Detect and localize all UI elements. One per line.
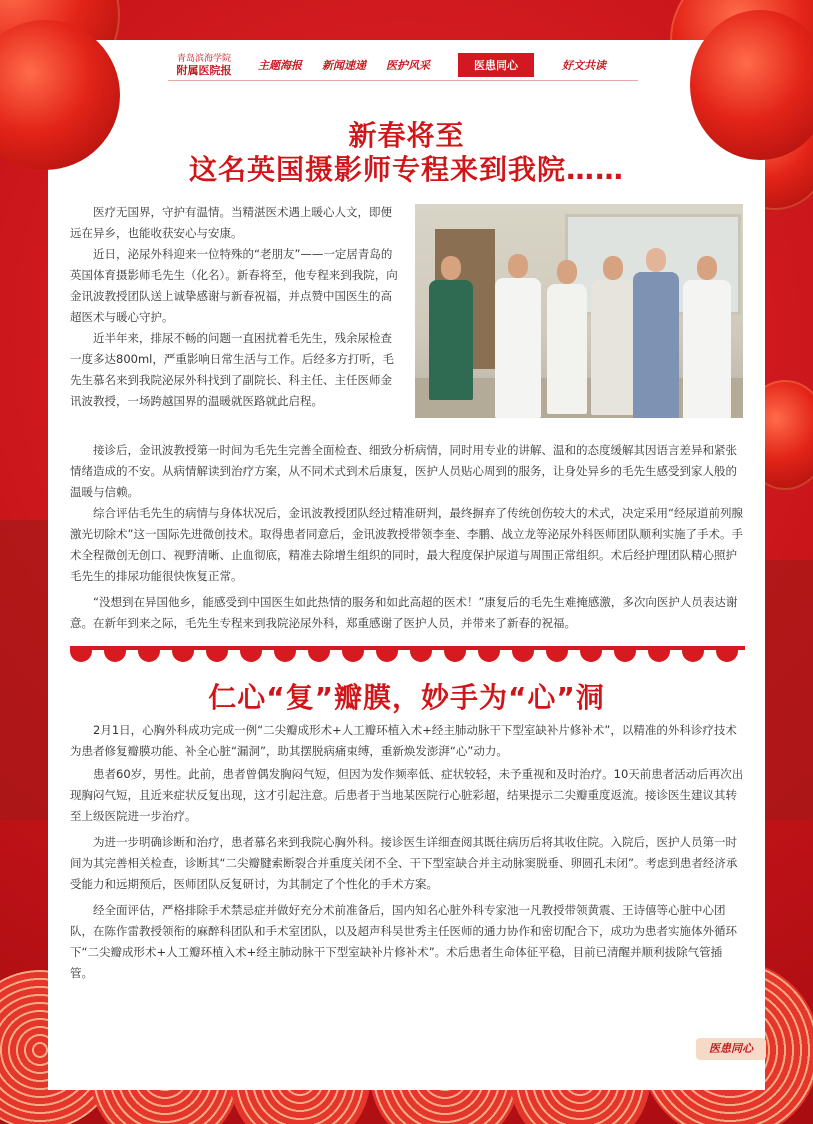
nav-item-doctor-patient[interactable]: 医患同心 (458, 53, 534, 77)
group-photo (415, 204, 743, 418)
article2-paragraph: 为进一步明确诊断和治疗，患者慕名来到我院心胸外科。接诊医生详细查阅其既往病历后将其收住院。入院后，医护人员第一时间为其完善相关检查，诊断其“二尖瓣腱索断裂合并重度关闭不全、干下型室缺合并主动脉窦脱垂、卵圆孔未闭”。考虑到患者经济承受能力和远期预后，医师团队反复研讨，为其制定了个性化的手术方案。 (70, 835, 738, 891)
person-figure (633, 248, 679, 418)
article1-paragraph: 医疗无国界，守护有温情。当精湛医术遇上暖心人文，即便远在异乡，也能收获安心与安康。 (70, 205, 392, 240)
logo-line2: 附属医院报 (176, 64, 232, 77)
article1-title-line2: 这名英国摄影师专程来到我院…… (188, 153, 624, 186)
article2-paragraph: 经全面评估，严格排除手术禁忌症并做好充分术前准备后，国内知名心脏外科专家池一凡教授带领黄震、王诗僖等心脏中心团队，在陈作雷教授领衔的麻醉科团队和手术室团队，以及超声科吴世秀主任医师的通力协作和密切配合下，成功为患者实施体外循环下“二尖瓣成形术+人工瓣环植入术+经主肺动脉干下型室缺补片修补术”。术后患者生命体征平稳，目前已清醒并顺利拔除气管插管。 (70, 903, 737, 980)
person-figure (547, 260, 587, 414)
article1-title-line1: 新春将至 (348, 119, 465, 152)
person-figure (683, 256, 731, 418)
nav-item-reading[interactable]: 好文共读 (562, 59, 606, 72)
nav-item-theme-poster[interactable]: 主题海报 (258, 59, 302, 72)
section-divider (70, 646, 745, 664)
section-tag: 医患同心 (696, 1038, 766, 1060)
person-figure (591, 256, 635, 415)
article2-paragraph: 2月1日，心胸外科成功完成一例“二尖瓣成形术+人工瓣环植入术+经主肺动脉干下型室缺补片修补术”，以精准的外科诊疗技术为患者修复瓣膜功能、补全心脏“漏洞”，助其摆脱病痛束缚，重新焕发澎湃“心”动力。 (70, 723, 737, 758)
article1-paragraph: 近半年来，排尿不畅的问题一直困扰着毛先生，残余尿检查一度多达800ml，严重影响日常生活与工作。后经多方打听，毛先生慕名来到我院泌尿外科找到了副院长、科主任、主任医师金讯波教授，一场跨越国界的温暖就医路就此启程。 (70, 331, 394, 408)
footer-slogan: 百姓健康的靠山，就医者信赖医院，国际一流医学中心 (50, 1060, 302, 1072)
building-decoration (0, 520, 48, 820)
logo-line1: 青岛滨海学院 (176, 54, 231, 64)
section-nav (248, 53, 616, 77)
article1-paragraph: 接诊后，金讯波教授第一时间为毛先生完善全面检查、细致分析病情，同时用专业的讲解、温和的态度缓解其因语言差异和紧张情绪造成的不安。从病情解读到治疗方案，从不同术式到术后康复，医护人员贴心周到的服务，让身处异乡的毛先生感受到家人般的温暖与信赖。 (70, 443, 737, 499)
header-divider (168, 80, 638, 81)
article1-paragraph: 综合评估毛先生的病情与身体状况后，金讯波教授团队经过精准研判，最终摒弃了传统创伤较大的术式，决定采用“经尿道前列腺激光切除术”这一国际先进微创技术。取得患者同意后，金讯波教授带领李奎、李鹏、战立龙等泌尿外科医师团队顺利实施了手术。手术全程微创无创口、视野清晰、止血彻底，精准去除增生组织的同时，最大程度保护尿道与周围正常组织。术后经护理团队精心照护毛先生的排尿功能很快恢复正常。 (70, 506, 743, 583)
newspaper-logo (168, 54, 240, 76)
article2-paragraph: 患者60岁，男性。此前，患者曾偶发胸闷气短，但因为发作频率低、症状较轻，未予重视和及时治疗。10天前患者活动后再次出现胸闷气短，且近来症状反复出现，这才引起注意。后患者于当地某医院行心脏彩超，结果提示二尖瓣重度返流。接诊医生建议其转至上级医院进一步治疗。 (70, 767, 744, 823)
person-figure (429, 256, 473, 400)
nav-item-staff[interactable]: 医护风采 (386, 59, 430, 72)
article1-paragraph: 近日，泌尿外科迎来一位特殊的“老朋友”——一定居青岛的英国体育摄影师毛先生（化名）。新春将至，他专程来到我院，向金讯波教授团队送上诚挚感谢与新春祝福，并点赞中国医生的高超医术与暖心守护。 (70, 247, 398, 324)
person-figure (495, 254, 541, 418)
article1-paragraph: “没想到在异国他乡，能感受到中国医生如此热情的服务和如此高超的医术！”康复后的毛先生难掩感激，多次向医护人员表达谢意。在新年到来之际，毛先生专程来到我院泌尿外科，郑重感谢了医护人员，并带来了新春的祝福。 (70, 595, 738, 630)
masthead (168, 52, 628, 78)
nav-item-news[interactable]: 新闻速递 (322, 59, 366, 72)
article2-title: 仁心“复”瓣膜，妙手为“心”洞 (208, 681, 605, 714)
